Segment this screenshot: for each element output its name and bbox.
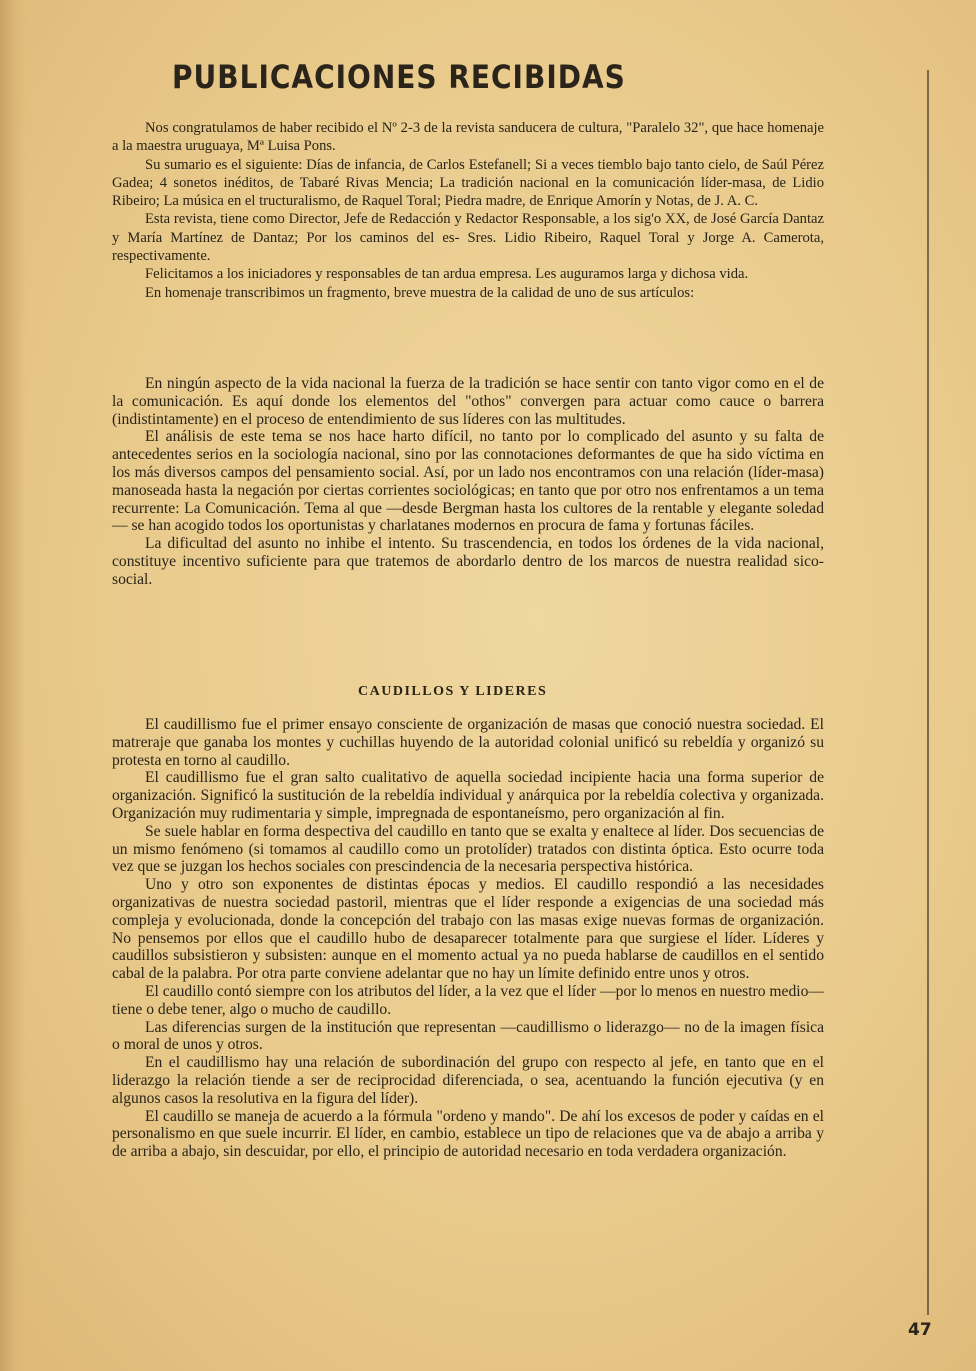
- page-number: 47: [908, 1320, 932, 1340]
- essay-paragraph: El caudillismo fue el gran salto cualitativo de aquella sociedad incipiente hacia una forma superior de organización. Significó la sustitución de la rebeldía individual y anárquica por la rebeldía colectiva y organizada. Organización muy rudimentaria y simple, impregnada de espontaneísmo, pero organización al fin.: [112, 769, 824, 822]
- section-subheading: CAUDILLOS Y LIDERES: [358, 684, 548, 699]
- essay-paragraph: Las diferencias surgen de la institución que representan —caudillismo o liderazgo— no de la imagen física o moral de unos y otros.: [112, 1018, 824, 1054]
- right-margin-rule: [927, 70, 929, 1315]
- essay-paragraph: El análisis de este tema se nos hace harto difícil, no tanto por lo complicado del asunto y su falta de antecedentes serios en la sociología nacional, sino por las connotaciones deformantes de que ha sido víctima en los más diversos campos del pensamiento social. Así, por un lado nos encontramos con una relación (líder-masa) manoseada hasta la negación por ciertas corrientes sociológicas; en tanto que por otro nos enfrentamos a un tema recurrente: La Comunicación. Tema al que —desde Bergman hasta los cultores de la rentable y elegante soledad— se han acogido todos los oportunistas y charlatanes modernos en procura de fama y fortunas fáciles.: [112, 428, 824, 535]
- page-heading: PUBLICACIONES RECIBIDAS: [172, 58, 626, 96]
- intro-paragraph: Nos congratulamos de haber recibido el Nº 2-3 de la revista sanducera de cultura, "Paralelo 32", que hace homenaje a la maestra uruguaya, Mª Luisa Pons.: [112, 120, 824, 155]
- essay-paragraph: La dificultad del asunto no inhibe el intento. Su trascendencia, en todos los órdenes de la vida nacional, constituye incentivo suficiente para que tratemos de abordarlo dentro de los marcos de nuestra realidad sico-social.: [112, 535, 824, 588]
- essay-paragraph: En ningún aspecto de la vida nacional la fuerza de la tradición se hace sentir con tanto vigor como en el de la comunicación. Es aquí donde los elementos del "othos" convergen para actuar como cauce o barrera (indistintamente) en el proceso de entendimiento de sus líderes con las multitudes.: [112, 375, 824, 428]
- essay-body-section: [112, 716, 824, 1161]
- intro-paragraph: Felicitamos a los iniciadores y responsables de tan ardua empresa. Les auguramos larga y dichosa vida.: [145, 266, 749, 283]
- intro-paragraph: Su sumario es el siguiente: Días de infancia, de Carlos Estefanell; Si a veces tiemblo bajo tanto cielo, de Saúl Pérez Gadea; 4 sonetos inéditos, de Tabaré Rivas Mencia; La tradición nacional en la comunicación líder-masa, de Lidio Ribeiro; La música en el tructuralismo, de Raquel Toral; Piedra madre, de Enrique Amorín y Notas, de J. A. C.: [112, 156, 824, 210]
- essay-intro-section: [112, 375, 824, 589]
- essay-paragraph: Uno y otro son exponentes de distintas épocas y medios. El caudillo respondió a las necesidades organizativas de nuestra sociedad pastoril, mientras que el líder responde a exigencias de una sociedad más compleja y evolucionada, donde la concepción del trabajo con las masas exige nuevas formas de organización. No pensemos por ellos que el caudillo hubo de desaparecer totalmente para que surgiese el líder. Líderes y caudillos subsistieron y subsisten: aunque en el momento actual ya no pueda hablarse de caudillos en el sentido cabal de la palabra. Por otra parte conviene adelantar que no hay un límite definido entre unos y otros.: [112, 876, 824, 983]
- essay-paragraph: El caudillo se maneja de acuerdo a la fórmula "ordeno y mando". De ahí los excesos de poder y caídas en el personalismo en que suele incurrir. El líder, en cambio, establece un tipo de relaciones que va de abajo a arriba y de arriba a abajo, sin descuidar, por ello, el principio de autoridad necesario en toda verdadera organización.: [112, 1107, 824, 1161]
- essay-paragraph: El caudillismo fue el primer ensayo consciente de organización de masas que conoció nuestra sociedad. El matreraje que ganaba los montes y cuchillas huyendo de la autoridad colonial unificó su rebeldía y organizó su protesta en torno al caudillo.: [112, 716, 824, 769]
- essay-paragraph: El caudillo contó siempre con los atributos del líder, a la vez que el líder —por lo menos en nuestro medio— tiene o debe tener, algo o mucho de caudillo.: [112, 982, 824, 1018]
- intro-paragraph: Esta revista, tiene como Director, Jefe de Redacción y Redactor Responsable, a los sig'o XX, de José García Dantaz y María Martínez de Dantaz; Por los caminos del es- Sres. Lidio Ribeiro, Raquel Toral y Jorge A. Camerota, respectivamente.: [112, 211, 824, 265]
- intro-paragraph: En homenaje transcribimos un fragmento, breve muestra de la calidad de uno de sus artículos:: [145, 284, 695, 301]
- page-spine-shadow: [0, 0, 26, 1371]
- essay-paragraph: Se suele hablar en forma despectiva del caudillo en tanto que se exalta y enaltece al líder. Dos secuencias de un mismo fenómeno (si tomamos al caudillo como un protolíder) tratados con distinta óptica. Esto ocurre toda vez que se juzgan los hechos sociales con prescindencia de la necesaria perspectiva histórica.: [112, 822, 824, 876]
- intro-section: [112, 119, 824, 302]
- essay-paragraph: En el caudillismo hay una relación de subordinación del grupo con respecto al jefe, en tanto que en el liderazgo la relación tiende a ser de reciprocidad diferenciada, o sea, acentuando la función ejecutiva (y en algunos casos la resolutiva en la figura del líder).: [112, 1054, 824, 1107]
